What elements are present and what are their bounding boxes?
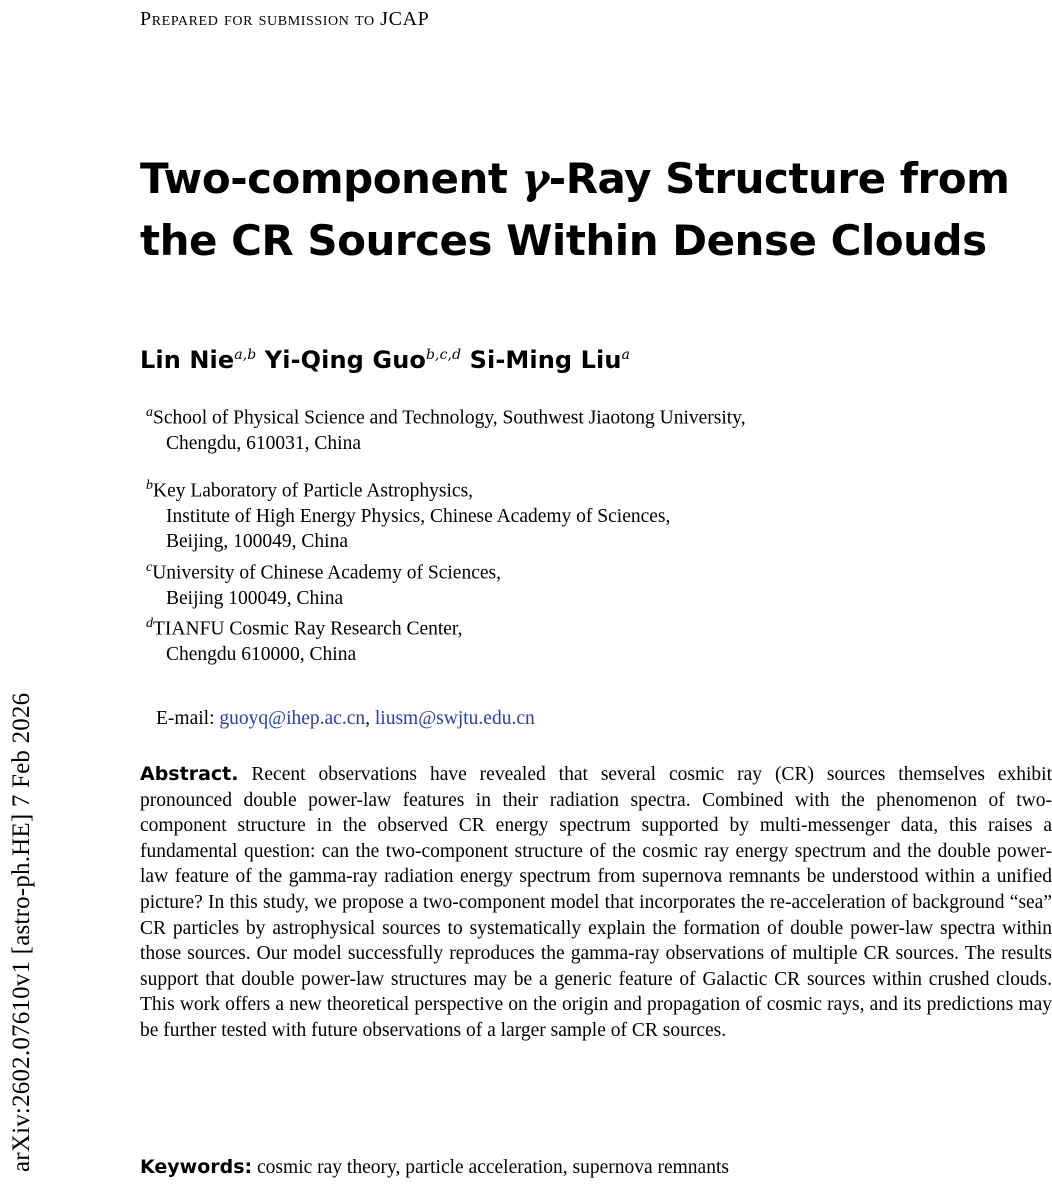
author-2-name: Yi-Qing Guo bbox=[264, 346, 426, 374]
title-line1-pre: Two-component bbox=[140, 154, 522, 203]
author-1-affil-marker: a,b bbox=[234, 347, 257, 363]
affiliation-a bbox=[146, 400, 1046, 457]
affiliation-c-line2: Beijing 100049, China bbox=[166, 587, 344, 609]
affiliation-b-line2: Institute of High Energy Physics, Chinese Academy of Sciences, bbox=[166, 505, 671, 527]
abstract-heading: Abstract. bbox=[140, 763, 239, 785]
abstract-section bbox=[140, 762, 1052, 1044]
affiliation-d-marker: d bbox=[146, 616, 153, 631]
author-3-name: Si-Ming Liu bbox=[469, 346, 622, 374]
gamma-symbol: γ bbox=[521, 154, 549, 203]
affiliation-b-line1: Key Laboratory of Particle Astrophysics, bbox=[153, 480, 474, 501]
email-link-guoyq[interactable]: guoyq@ihep.ac.cn bbox=[219, 708, 366, 729]
journal-submission-line: Prepared for submission to JCAP bbox=[140, 8, 430, 30]
author-1-name: Lin Nie bbox=[140, 346, 235, 374]
affiliation-spacer bbox=[146, 457, 1046, 473]
author-2-affil-marker: b,c,d bbox=[426, 347, 462, 363]
author-list bbox=[140, 346, 630, 374]
email-separator: , bbox=[365, 708, 370, 729]
arxiv-identifier-stamp: arXiv:2602.07610v1 [astro-ph.HE] 7 Feb 2026 bbox=[8, 692, 35, 1172]
title-line1-post: -Ray Structure from bbox=[548, 154, 1010, 203]
affiliation-b bbox=[146, 473, 1046, 555]
affiliation-b-line3: Beijing, 100049, China bbox=[166, 531, 348, 552]
affiliation-a-line2: Chengdu, 610031, China bbox=[166, 433, 361, 454]
affiliation-d bbox=[146, 611, 1046, 668]
keywords-section bbox=[140, 1155, 1052, 1181]
email-label: E-mail: bbox=[156, 708, 215, 729]
affiliation-c-line1: University of Chinese Academy of Sciences, bbox=[152, 562, 501, 583]
affiliation-list bbox=[146, 400, 1046, 668]
affiliation-b-marker: b bbox=[146, 477, 153, 493]
abstract-body: Recent observations have revealed that several cosmic ray (CR) sources themselves exhibit pronounced double power-law features in their radiation spectra. Combined with the phenomenon of two-component structure in the observed CR energy spectrum supported by multi-messenger data, this raises a fundamental question: can the two-component structure of the cosmic ray energy spectrum and the double power-law feature of the gamma-ray radiation energy spectrum from supernova remnants be understood within a unified picture? In this study, we propose a two-component model that incorporates the re-acceleration of background “sea” CR particles by astrophysical sources to systematically explain the formation of double power-law spectra within those sources. Our model successfully reproduces the gamma-ray observations of multiple CR sources. The results support that double power-law structures may be a generic feature of Galactic CR sources within crushed clouds. This work offers a new theoretical perspective on the origin and propagation of cosmic rays, and its predictions may be further tested with future observations of a larger sample of CR sources. bbox=[140, 764, 1052, 1041]
author-3-affil-marker: a bbox=[621, 347, 631, 363]
page-title bbox=[140, 148, 1052, 272]
affiliation-c bbox=[146, 555, 1046, 612]
affiliation-d-line2: Chengdu 610000, China bbox=[166, 644, 357, 665]
contact-email-line bbox=[156, 708, 535, 730]
keywords-heading: Keywords: bbox=[140, 1156, 253, 1178]
affiliation-a-line1: School of Physical Science and Technology, Southwest Jiaotong University, bbox=[153, 407, 746, 429]
title-line2: the CR Sources Within Dense Clouds bbox=[140, 216, 987, 265]
paper-page bbox=[140, 0, 1052, 1190]
email-link-liusm[interactable]: liusm@swjtu.edu.cn bbox=[374, 708, 535, 729]
affiliation-c-marker: c bbox=[146, 559, 153, 575]
keywords-body: cosmic ray theory, particle acceleration, supernova remnants bbox=[257, 1157, 729, 1178]
affiliation-d-line1: TIANFU Cosmic Ray Research Center, bbox=[153, 618, 463, 640]
affiliation-a-marker: a bbox=[146, 405, 153, 420]
